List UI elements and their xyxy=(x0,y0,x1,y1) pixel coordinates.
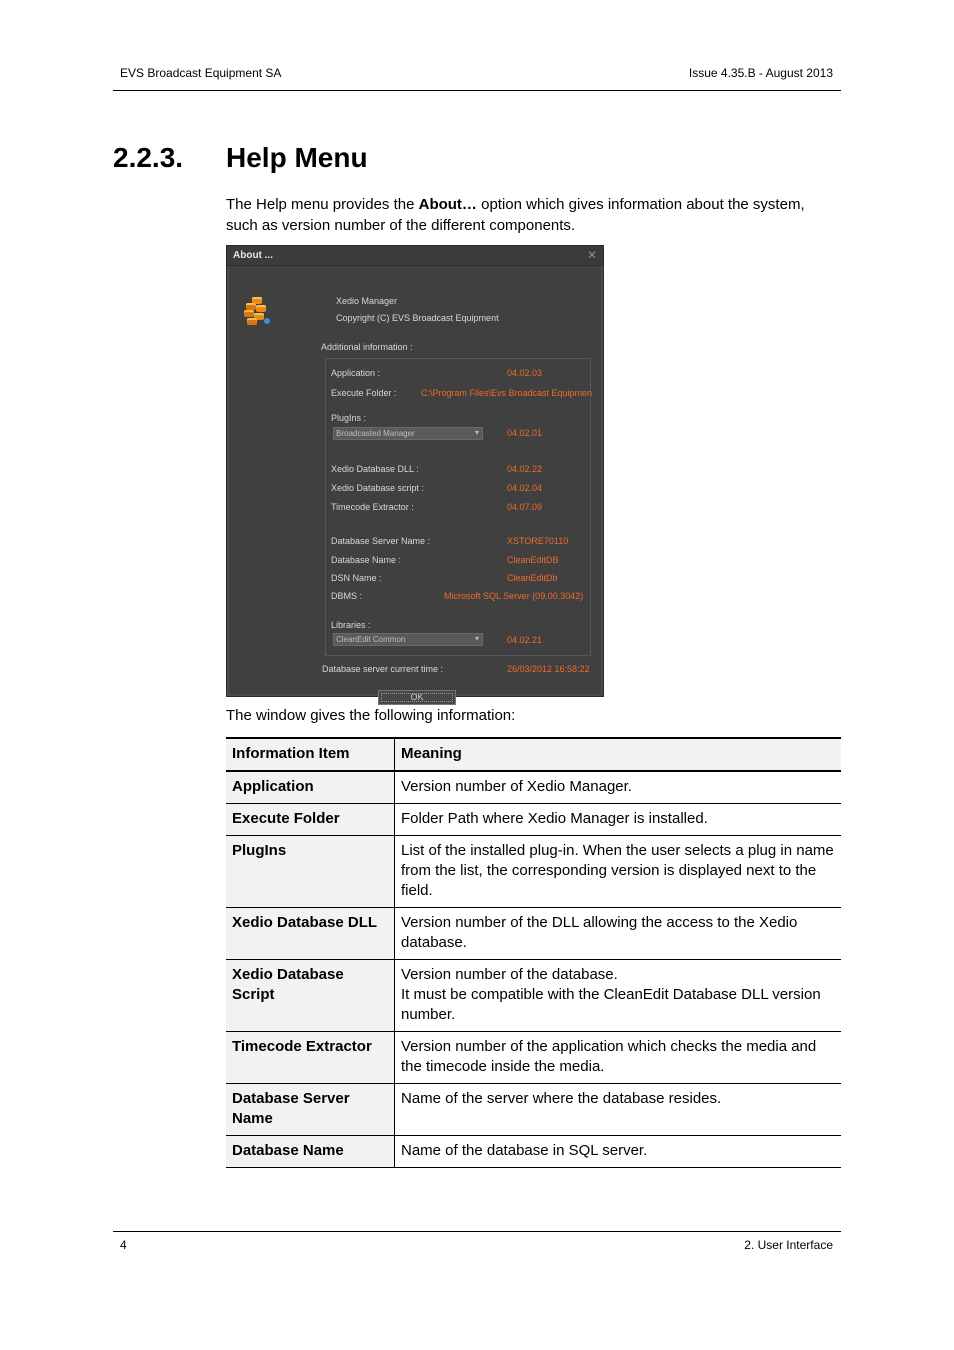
libraries-selected: CleanEdit Common xyxy=(336,635,406,644)
item-cell: Execute Folder xyxy=(226,804,395,836)
dbms-label: DBMS : xyxy=(331,591,363,601)
table-row xyxy=(226,836,841,908)
header-company: EVS Broadcast Equipment SA xyxy=(120,66,282,80)
intro-text-start: The Help menu provides the xyxy=(226,196,419,213)
item-cell: Timecode Extractor xyxy=(226,1032,395,1084)
meaning-cell: List of the installed plug-in. When the user selects a plug in name from the list, the corresponding version is displayed next to the field. xyxy=(395,836,842,908)
plugins-label: PlugIns : xyxy=(331,413,367,423)
intro-text-end: option which gives information about the system, such as version number of the different components. xyxy=(226,196,805,234)
dsn-value: CleanEditDb xyxy=(507,573,558,583)
db-name-label: Database Name : xyxy=(331,555,402,565)
dialog-title: About ... xyxy=(233,250,273,261)
meaning-cell: Version number of the application which checks the media and the timecode inside the media. xyxy=(395,1032,842,1084)
close-icon[interactable]: ✕ xyxy=(586,248,597,262)
xedio-logo-icon xyxy=(244,297,272,327)
libraries-dropdown[interactable] xyxy=(333,633,483,646)
dbms-value: Microsoft SQL Server (09.00.3042) xyxy=(444,591,584,601)
footer-divider xyxy=(113,1231,841,1232)
table-row xyxy=(226,1084,841,1136)
chevron-down-icon: ▾ xyxy=(474,428,479,437)
item-cell: PlugIns xyxy=(226,836,395,908)
dialog-body xyxy=(229,266,601,702)
server-time-label: Database server current time : xyxy=(322,664,444,674)
page-number: 4 xyxy=(120,1238,127,1252)
db-dll-label: Xedio Database DLL : xyxy=(331,464,419,474)
db-script-label: Xedio Database script : xyxy=(331,483,425,493)
section-number: 2.2.3. xyxy=(113,142,184,173)
about-dialog-screenshot xyxy=(226,245,604,702)
server-name-value: XSTORE70110 xyxy=(507,536,569,546)
table-row xyxy=(226,908,841,960)
db-name-value: CleanEditDB xyxy=(507,555,559,565)
item-cell: Xedio Database Script xyxy=(226,960,395,1032)
table-row xyxy=(226,1032,841,1084)
db-dll-value: 04.02.22 xyxy=(507,464,543,474)
application-label: Application : xyxy=(331,368,381,378)
information-table xyxy=(226,737,841,1168)
intro-paragraph xyxy=(226,194,836,236)
db-script-value: 04.02.04 xyxy=(507,483,543,493)
app-name: Xedio Manager xyxy=(336,296,398,306)
meaning-line: It must be compatible with the CleanEdit Database DLL version number. xyxy=(401,986,821,1023)
execute-folder-value: C:\Program Files\Evs Broadcast Equipmen xyxy=(421,388,593,398)
header-divider xyxy=(113,90,841,91)
table-row xyxy=(226,960,841,1032)
plugins-dropdown[interactable] xyxy=(333,427,483,440)
dialog-titlebar xyxy=(227,246,603,266)
additional-info-heading: Additional information : xyxy=(321,342,413,352)
header-meaning: Meaning xyxy=(395,738,842,771)
table-header-row xyxy=(226,738,841,771)
item-cell: Xedio Database DLL xyxy=(226,908,395,960)
item-cell: Database Server Name xyxy=(226,1084,395,1136)
server-name-label: Database Server Name : xyxy=(331,536,431,546)
meaning-cell: Folder Path where Xedio Manager is installed. xyxy=(395,804,842,836)
table-row xyxy=(226,771,841,804)
plugins-version: 04.02.01 xyxy=(507,428,543,438)
intro-about-option: About… xyxy=(418,196,477,213)
section-title: Help Menu xyxy=(226,142,368,173)
copyright-text: Copyright (C) EVS Broadcast Equipment xyxy=(336,313,499,323)
application-value: 04.02.03 xyxy=(507,368,543,378)
table-row xyxy=(226,804,841,836)
plugins-selected: Broadcasted Manager xyxy=(336,429,415,438)
meaning-line: Version number of the database. xyxy=(401,966,618,983)
timecode-value: 04.07.09 xyxy=(507,502,543,512)
header-issue: Issue 4.35.B - August 2013 xyxy=(688,66,833,80)
libraries-label: Libraries : xyxy=(331,620,371,630)
meaning-cell: Version number of the DLL allowing the access to the Xedio database. xyxy=(395,908,842,960)
header-information-item: Information Item xyxy=(226,738,395,771)
server-time-value: 26/03/2012 16:58:22 xyxy=(507,664,590,674)
meaning-cell xyxy=(395,960,842,1032)
meaning-cell: Version number of Xedio Manager. xyxy=(395,771,842,804)
dsn-label: DSN Name : xyxy=(331,573,382,583)
ok-button[interactable]: OK xyxy=(378,690,456,705)
table-row xyxy=(226,1136,841,1168)
item-cell: Database Name xyxy=(226,1136,395,1168)
libraries-version: 04.02.21 xyxy=(507,635,543,645)
timecode-label: Timecode Extractor : xyxy=(331,502,414,512)
execute-folder-label: Execute Folder : xyxy=(331,388,397,398)
item-cell: Application xyxy=(226,771,395,804)
table-caption: The window gives the following information: xyxy=(226,707,516,724)
chevron-down-icon: ▾ xyxy=(474,634,479,643)
meaning-cell: Name of the server where the database resides. xyxy=(395,1084,842,1136)
footer-chapter: 2. User Interface xyxy=(744,1238,833,1252)
meaning-cell: Name of the database in SQL server. xyxy=(395,1136,842,1168)
